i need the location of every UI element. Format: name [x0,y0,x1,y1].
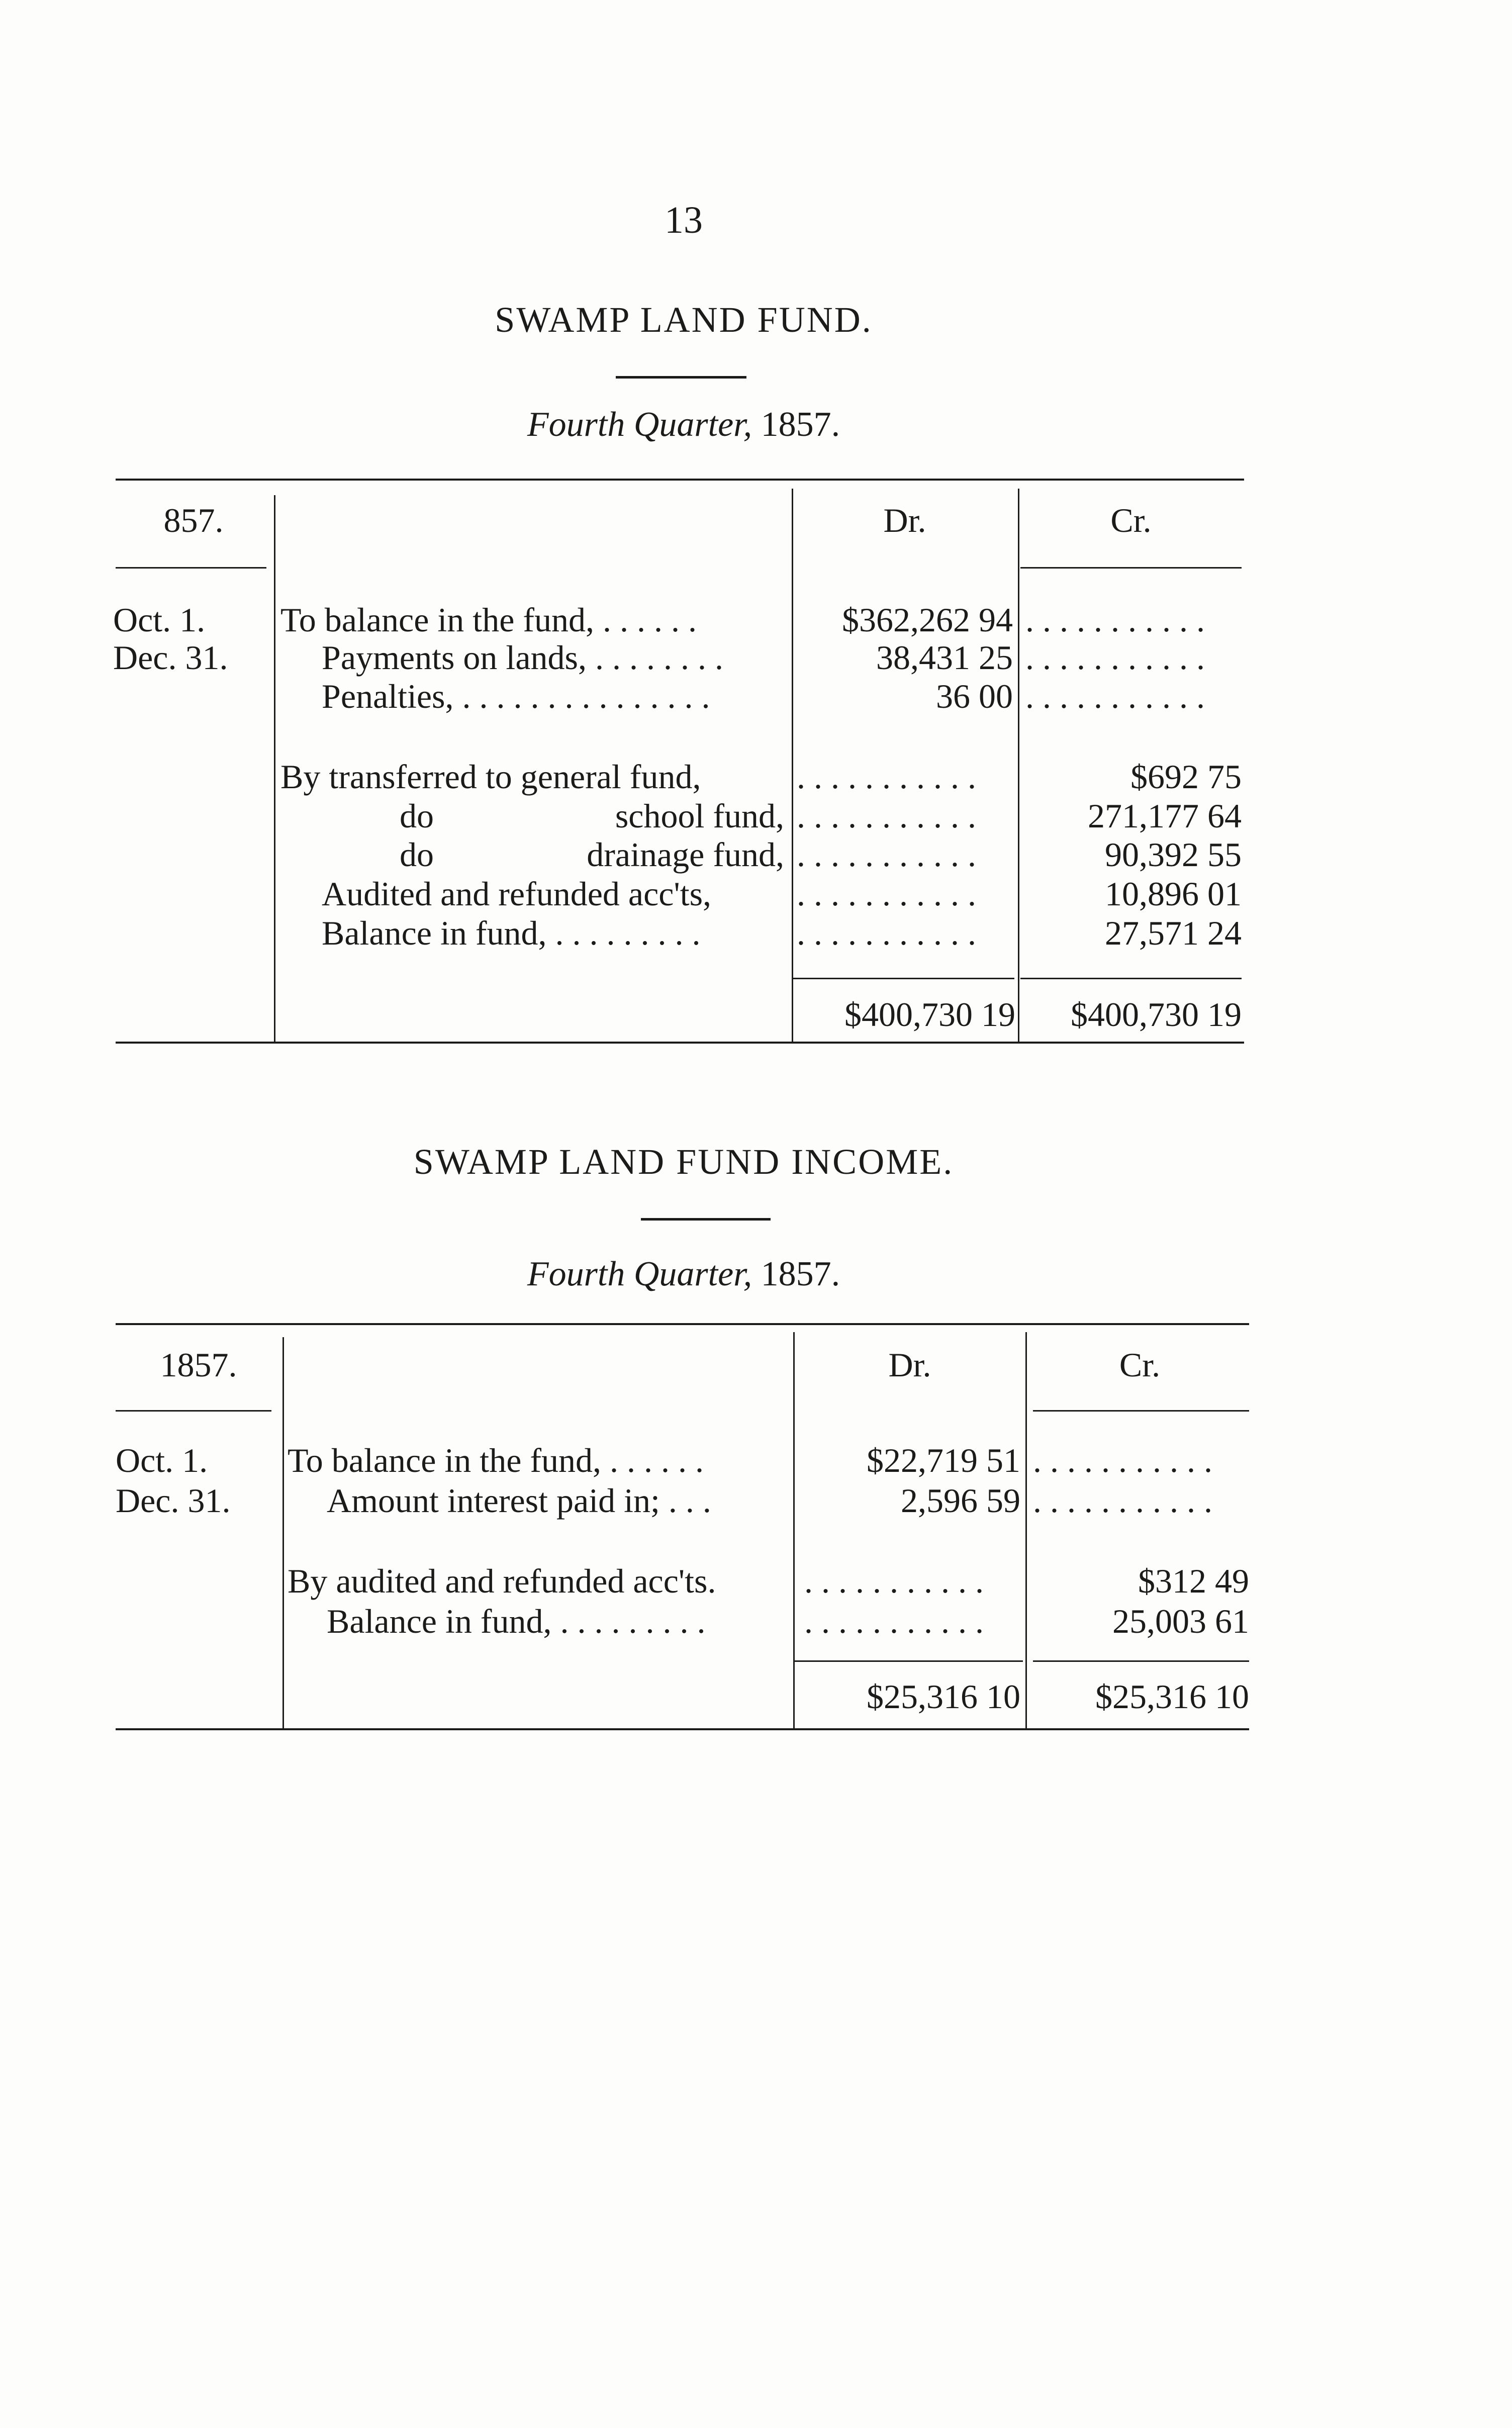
table-bottom-rule [116,1042,1244,1044]
row-dr: . . . . . . . . . . . [804,1562,984,1600]
date-oct-1: Oct. 1. [113,601,206,639]
column-line-desc [792,489,793,1042]
section-title-swamp-land-fund: SWAMP LAND FUND. [495,300,873,340]
row-desc: Balance in fund, . . . . . . . . . [322,914,701,952]
column-line-desc [793,1332,795,1729]
row-cr: . . . . . . . . . . . [1025,677,1205,715]
row-desc: drainage fund, [587,835,784,874]
section-subtitle [0,1254,1367,1294]
row-dr: . . . . . . . . . . . [797,835,976,874]
row-dr: . . . . . . . . . . . [797,797,976,835]
row-desc: Penalties, . . . . . . . . . . . . . . . [322,677,710,715]
row-dr: . . . . . . . . . . . [797,758,976,796]
total-rule-dr [794,1660,1023,1662]
row-desc: Audited and refunded acc'ts, [322,875,712,913]
total-cr: $400,730 19 [1071,995,1242,1034]
column-line-dr [1025,1332,1027,1729]
row-cr: 27,571 24 [1105,914,1242,952]
row-cr: . . . . . . . . . . . [1033,1441,1212,1479]
row-dr: 36 00 [936,677,1013,715]
subtitle-year: 1857. [761,405,840,444]
table-bottom-rule [116,1728,1249,1730]
row-dr: $362,262 94 [842,601,1013,639]
row-desc: school fund, [615,797,784,835]
row-desc-do: do [400,797,434,835]
header-dr: Dr. [883,501,926,539]
subtitle-quarter: Fourth Quarter, [527,1255,752,1293]
column-line-dr [1018,489,1019,1042]
row-dr: . . . . . . . . . . . [804,1602,984,1640]
column-line-date [282,1337,284,1729]
row-cr: $312 49 [1138,1562,1249,1600]
row-desc: By audited and refunded acc'ts. [288,1562,716,1600]
row-cr: 271,177 64 [1088,797,1242,835]
date-oct-1: Oct. 1. [116,1441,208,1479]
section-title-swamp-land-fund-income: SWAMP LAND FUND INCOME. [413,1142,954,1182]
row-dr: . . . . . . . . . . . [797,875,976,913]
row-desc: Balance in fund, . . . . . . . . . [327,1602,706,1640]
row-cr: 25,003 61 [1112,1602,1249,1640]
section-subtitle [0,405,1367,445]
row-dr: $22,719 51 [867,1441,1020,1479]
row-dr: . . . . . . . . . . . [797,914,976,952]
row-cr: . . . . . . . . . . . [1025,638,1205,677]
table-top-rule [116,479,1244,481]
table-top-rule [116,1323,1249,1325]
row-cr: . . . . . . . . . . . [1025,601,1205,639]
row-cr: . . . . . . . . . . . [1033,1481,1212,1520]
header-rule-cr [1033,1410,1249,1412]
row-desc: To balance in the fund, . . . . . . [280,601,697,639]
header-rule-date [116,567,266,569]
total-cr: $25,316 10 [1095,1677,1249,1716]
header-date: 1857. [160,1346,237,1384]
header-date: 857. [163,501,224,539]
header-rule-date [116,1410,271,1412]
row-desc: By transferred to general fund, [280,758,701,796]
total-dr: $25,316 10 [867,1677,1020,1716]
row-dr: 38,431 25 [876,638,1013,677]
header-cr: Cr. [1110,501,1152,539]
page-number: 13 [665,199,703,241]
title-rule [616,376,746,379]
row-desc: Payments on lands, . . . . . . . . [322,638,723,677]
row-cr: $692 75 [1130,758,1242,796]
date-dec-31: Dec. 31. [116,1481,231,1520]
subtitle-year: 1857. [761,1255,840,1293]
header-rule-cr [1020,567,1242,569]
header-cr: Cr. [1119,1346,1161,1384]
total-rule-dr [793,978,1014,979]
row-cr: 10,896 01 [1105,875,1242,913]
row-desc: Amount interest paid in; . . . [327,1481,711,1520]
subtitle-quarter: Fourth Quarter, [527,405,752,444]
date-dec-31: Dec. 31. [113,638,228,677]
total-rule-cr [1020,978,1242,979]
total-dr: $400,730 19 [844,995,1015,1034]
row-dr: 2,596 59 [901,1481,1020,1520]
row-desc: To balance in the fund, . . . . . . [288,1441,704,1479]
header-dr: Dr. [888,1346,931,1384]
row-cr: 90,392 55 [1105,835,1242,874]
column-line-date [274,495,275,1043]
title-rule [641,1218,771,1221]
row-desc-do: do [400,835,434,874]
total-rule-cr [1033,1660,1249,1662]
